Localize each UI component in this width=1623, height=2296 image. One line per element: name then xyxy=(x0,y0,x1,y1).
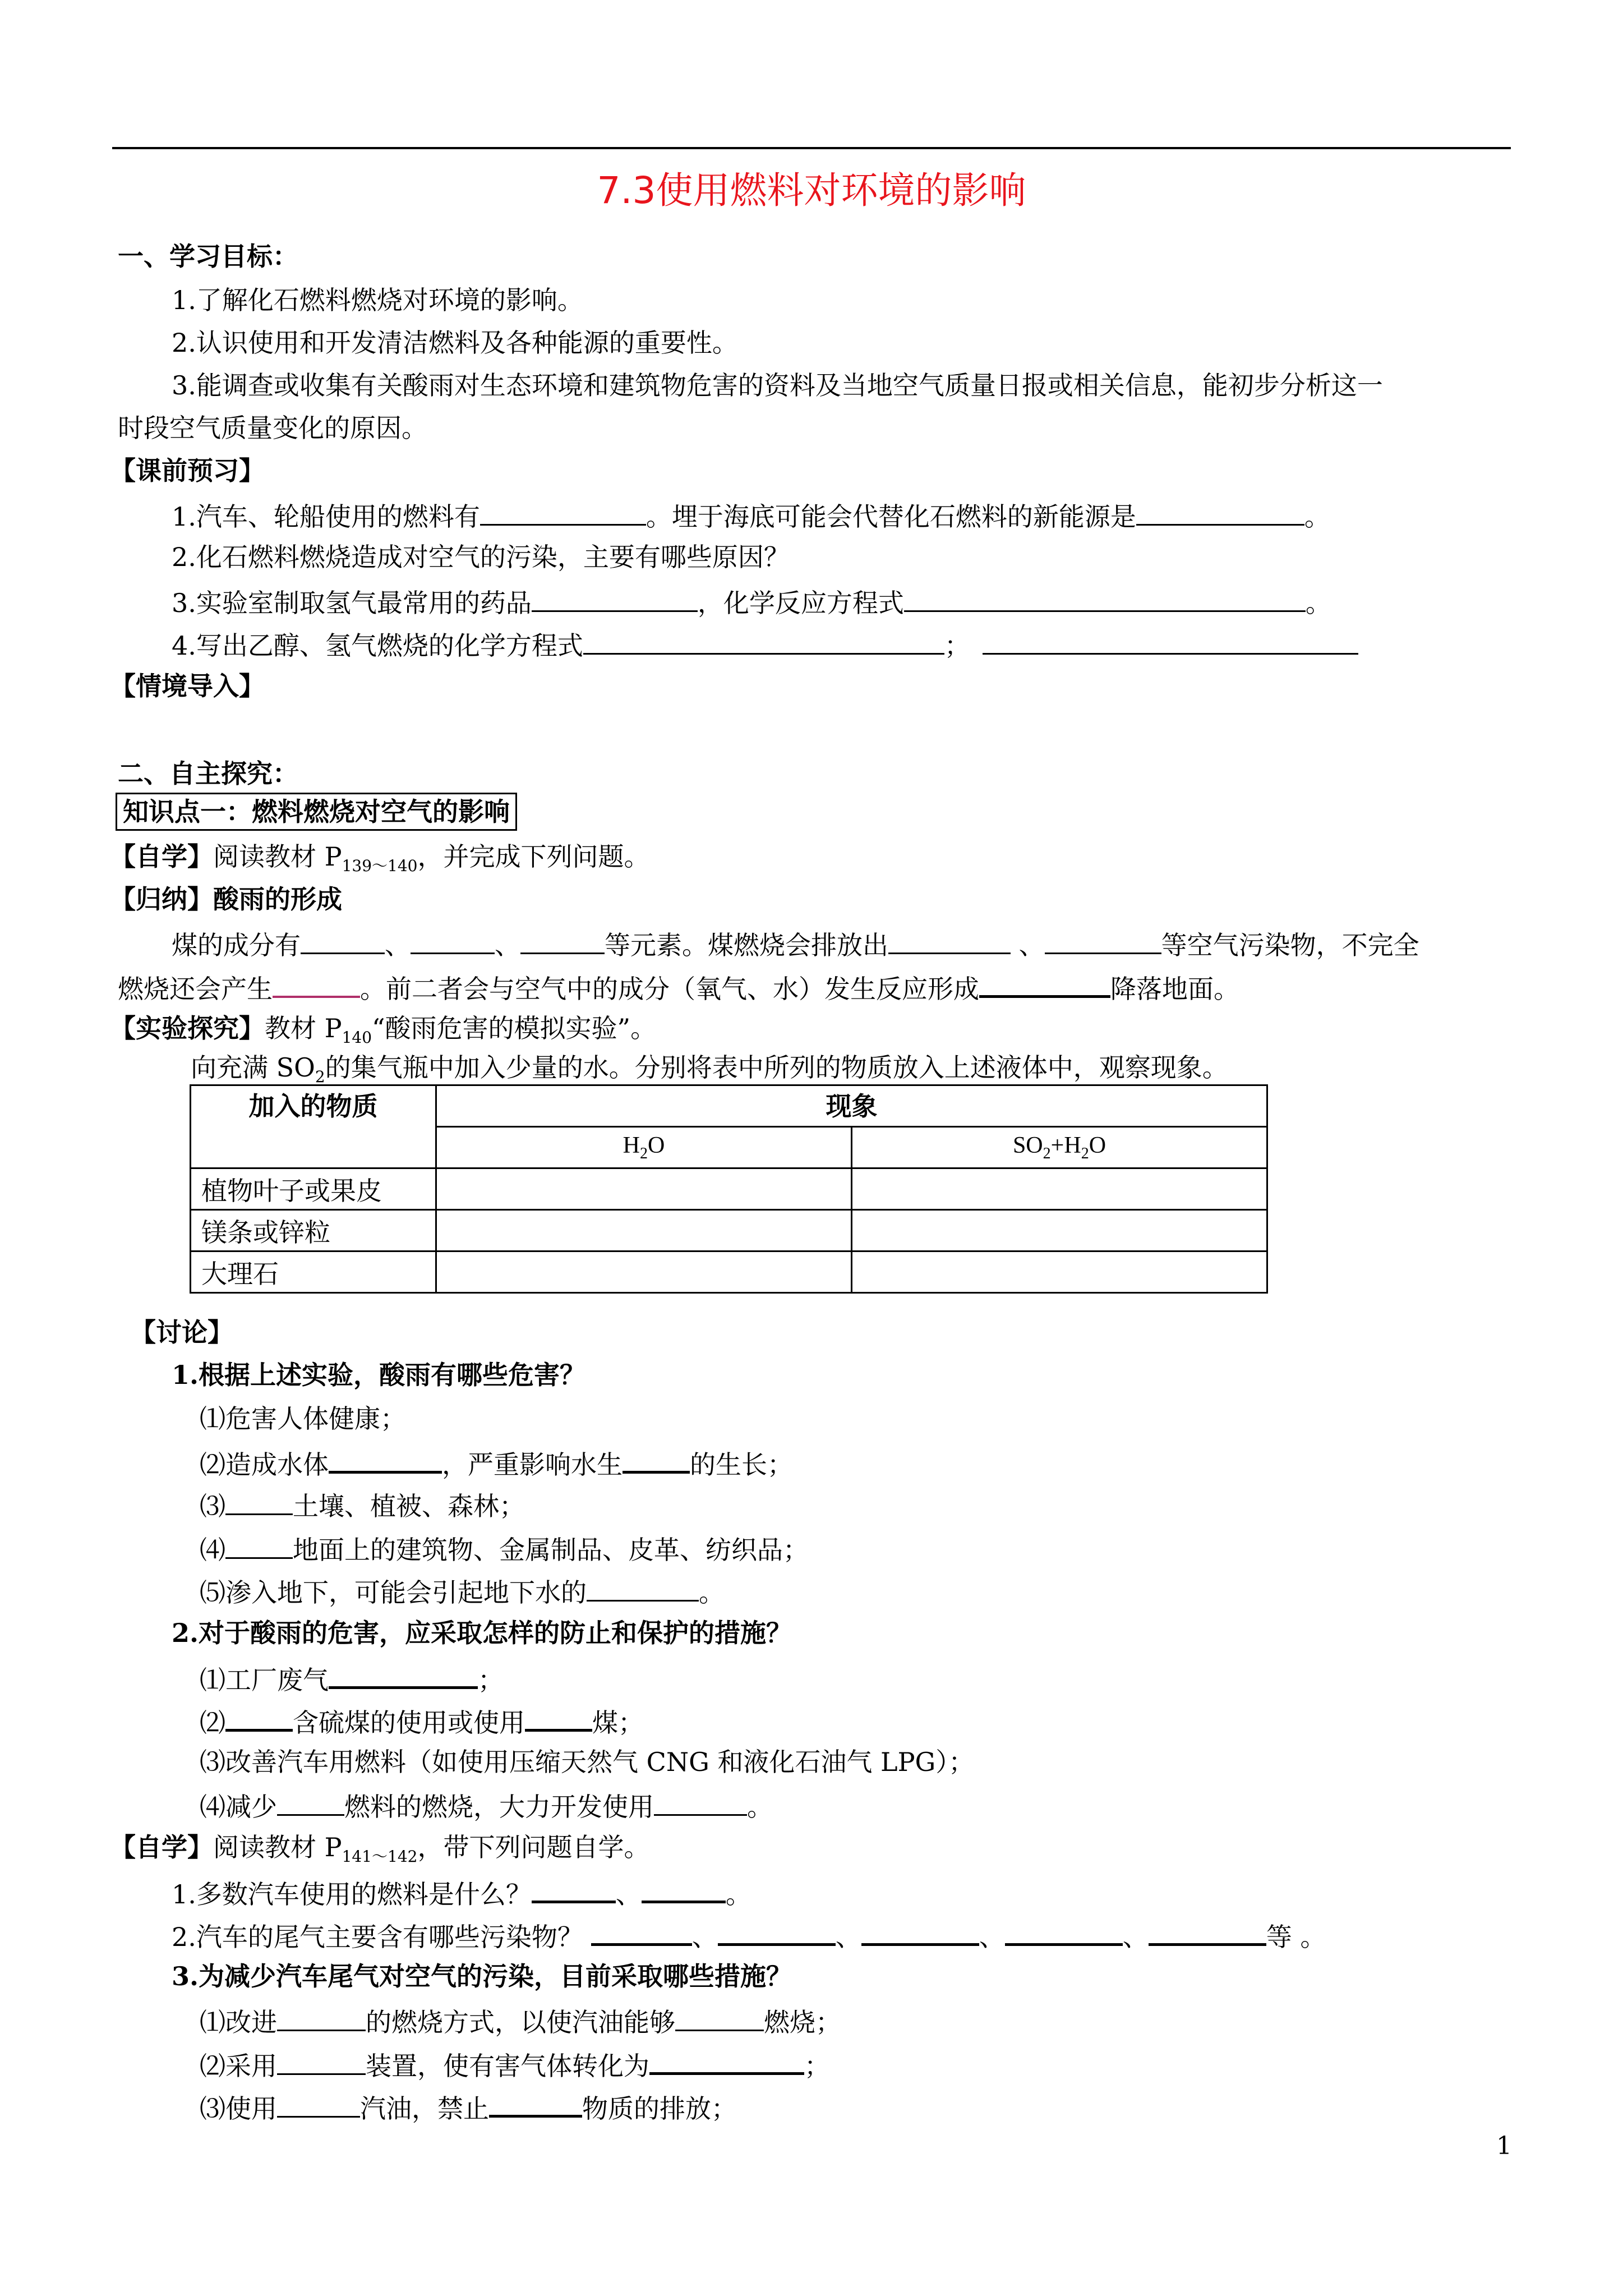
text: 煤的成分有 xyxy=(172,930,301,960)
text: ⑷减少 xyxy=(200,1792,277,1822)
answer-blank[interactable] xyxy=(979,966,1110,998)
discussion-item xyxy=(200,1571,725,1612)
text: +H xyxy=(1050,1133,1081,1158)
answer-blank[interactable] xyxy=(225,1484,293,1515)
answer-blank[interactable] xyxy=(983,624,1358,655)
tag: 【归纳】 xyxy=(110,884,213,914)
text: ⑴改进 xyxy=(200,2007,277,2037)
text: 、 xyxy=(1011,930,1045,960)
question-text: ，化学反应方程式 xyxy=(697,588,904,618)
text: 燃烧还会产生 xyxy=(118,974,273,1004)
answer-blank[interactable] xyxy=(642,1871,726,1903)
car-measure xyxy=(200,2086,737,2128)
answer-blank[interactable] xyxy=(277,1785,344,1816)
discussion-item xyxy=(200,1442,793,1484)
intro-heading: 【情境导入】 xyxy=(110,671,265,701)
text: ，带下列问题自学。 xyxy=(417,1832,650,1862)
answer-blank[interactable] xyxy=(1136,495,1304,526)
discussion-heading: 【讨论】 xyxy=(130,1317,233,1347)
table-cell-answer[interactable] xyxy=(436,1210,852,1251)
table-row xyxy=(191,1210,1267,1251)
text: 、 xyxy=(691,1922,718,1952)
subscript: 2 xyxy=(1043,1145,1051,1162)
table-header-substance: 加入的物质 xyxy=(191,1085,436,1168)
summary-acid-rain xyxy=(110,880,342,919)
answer-blank[interactable] xyxy=(888,923,1011,954)
text: 教材 P xyxy=(265,1013,342,1043)
text: 。 xyxy=(747,1792,773,1822)
answer-blank[interactable] xyxy=(591,1914,692,1946)
self-study-1 xyxy=(110,837,649,886)
text: 、 xyxy=(979,1922,1005,1952)
preview-question-1 xyxy=(172,495,1330,536)
text: 物质的排放； xyxy=(582,2093,737,2124)
page-title: 7.3使用燃料对环境的影响 xyxy=(597,169,1026,212)
question-text: 。 xyxy=(1304,501,1330,532)
text: SO xyxy=(1012,1133,1043,1158)
discussion-item xyxy=(200,1528,809,1570)
text: 降落地面。 xyxy=(1110,974,1239,1004)
answer-blank[interactable] xyxy=(525,1700,592,1732)
section-heading-goals: 一、学习目标： xyxy=(118,241,298,272)
answer-blank[interactable] xyxy=(532,581,698,612)
text: 。前二者会与空气中的成分（氧气、水）发生反应形成 xyxy=(360,974,979,1004)
answer-blank[interactable] xyxy=(532,1871,616,1903)
text: 等元素。煤燃烧会排放出 xyxy=(605,930,888,960)
text: ⑶ xyxy=(200,1491,225,1521)
text: 土壤、植被、森林； xyxy=(293,1491,525,1521)
text: 、 xyxy=(615,1879,642,1910)
subscript: 2 xyxy=(640,1145,648,1162)
text: 、 xyxy=(385,930,411,960)
table-row xyxy=(191,1168,1267,1210)
text: 等空气污染物，不完全 xyxy=(1161,930,1419,960)
answer-blank[interactable] xyxy=(411,923,495,954)
answer-blank[interactable] xyxy=(329,1657,478,1689)
text: 燃烧； xyxy=(764,2007,841,2037)
subscript: 2 xyxy=(1081,1145,1089,1162)
text: H xyxy=(623,1133,640,1158)
text: ⑵ xyxy=(200,1708,225,1738)
text: 汽油，禁止 xyxy=(360,2093,489,2124)
answer-blank[interactable] xyxy=(649,2043,804,2075)
goal-item-continued: 时段空气质量变化的原因。 xyxy=(118,413,427,443)
text: 含硫煤的使用或使用 xyxy=(293,1708,525,1738)
table-row xyxy=(191,1251,1267,1293)
text: 1.多数汽车使用的燃料是什么？ xyxy=(172,1879,532,1910)
header-rule xyxy=(112,147,1511,149)
answer-blank[interactable] xyxy=(480,495,646,526)
text: ⑵采用 xyxy=(200,2051,277,2081)
table-cell-substance: 植物叶子或果皮 xyxy=(191,1168,436,1210)
car-measure xyxy=(200,2000,841,2042)
experiment-table xyxy=(190,1084,1268,1294)
preview-question-4 xyxy=(172,624,1358,665)
preview-question-2: 2.化石燃料燃烧造成对空气的污染，主要有哪些原因？ xyxy=(172,542,790,572)
table-cell-answer[interactable] xyxy=(852,1251,1267,1293)
coal-line-1 xyxy=(172,923,1419,965)
table-cell-answer[interactable] xyxy=(852,1168,1267,1210)
text: 2.汽车的尾气主要含有哪些污染物？ xyxy=(172,1922,583,1952)
answer-blank[interactable] xyxy=(329,1442,442,1474)
answer-blank[interactable] xyxy=(225,1700,293,1732)
page-number-sub: 140 xyxy=(342,1028,372,1047)
car-question-1 xyxy=(172,1871,751,1914)
answer-blank[interactable] xyxy=(583,624,944,655)
answer-blank[interactable] xyxy=(277,2087,360,2118)
text: “酸雨危害的模拟实验”。 xyxy=(372,1013,657,1043)
tag: 【实验探究】 xyxy=(110,1013,265,1043)
text: O xyxy=(1089,1133,1106,1158)
tag: 【自学】 xyxy=(110,1832,213,1862)
discussion-question-1: 1.根据上述实验，酸雨有哪些危害？ xyxy=(172,1360,586,1390)
answer-blank[interactable] xyxy=(861,1914,979,1946)
coal-line-2 xyxy=(118,966,1239,1009)
table-cell-answer[interactable] xyxy=(436,1168,852,1210)
question-text: 3.实验室制取氢气最常用的药品 xyxy=(172,588,532,618)
protection-item xyxy=(200,1700,644,1742)
preview-question-3 xyxy=(172,581,1331,623)
answer-blank[interactable] xyxy=(904,581,1306,612)
answer-blank[interactable] xyxy=(587,1571,699,1602)
knowledge-point-box: 知识点一：燃料燃烧对空气的影响 xyxy=(116,793,517,831)
text: ⑶使用 xyxy=(200,2093,277,2124)
table-cell-answer[interactable] xyxy=(852,1210,1267,1251)
discussion-item xyxy=(200,1484,525,1526)
answer-blank[interactable] xyxy=(1045,923,1161,954)
text: ； xyxy=(804,2051,830,2081)
text: 煤； xyxy=(592,1708,644,1738)
text: 、 xyxy=(835,1922,861,1952)
goal-item: 2.认识使用和开发清洁燃料及各种能源的重要性。 xyxy=(172,328,738,358)
text: 等 。 xyxy=(1266,1922,1326,1952)
answer-blank[interactable] xyxy=(225,1528,293,1559)
text: 地面上的建筑物、金属制品、皮革、纺织品； xyxy=(293,1535,809,1565)
text: ⑵造成水体 xyxy=(200,1450,329,1480)
car-question-3: 3.为减少汽车尾气对空气的污染，目前采取哪些措施？ xyxy=(172,1961,792,1991)
question-text: 4.写出乙醇、氢气燃烧的化学方程式 xyxy=(172,631,583,661)
discussion-question-2: 2.对于酸雨的危害，应采取怎样的防止和保护的措施？ xyxy=(172,1618,792,1648)
preview-heading: 【课前预习】 xyxy=(110,455,265,486)
page-range: 139～140 xyxy=(342,857,418,875)
text: 、 xyxy=(1122,1922,1149,1952)
subscript: 2 xyxy=(315,1068,325,1086)
answer-blank[interactable] xyxy=(1149,1914,1266,1946)
text: 阅读教材 P xyxy=(213,841,342,872)
goal-item: 1.了解化石燃料燃烧对环境的影响。 xyxy=(172,285,583,315)
answer-blank[interactable] xyxy=(301,923,385,954)
text: 、 xyxy=(495,930,520,960)
text: 装置，使有害气体转化为 xyxy=(366,2051,649,2081)
text: 的集气瓶中加入少量的水。分别将表中所列的物质放入上述液体中，观察现象。 xyxy=(325,1052,1228,1083)
tag: 【自学】 xyxy=(110,841,213,872)
answer-blank[interactable] xyxy=(654,1785,747,1816)
answer-blank[interactable] xyxy=(718,1914,836,1946)
text: ⑷ xyxy=(200,1535,225,1565)
text: ，严重影响水生 xyxy=(442,1450,623,1480)
section-heading-explore: 二、自主探究： xyxy=(118,758,298,789)
answer-blank[interactable] xyxy=(520,923,605,954)
question-text: 。 xyxy=(1305,588,1331,618)
text: ； xyxy=(478,1665,504,1695)
answer-blank[interactable] xyxy=(277,2000,366,2031)
table-cell-substance: 镁条或锌粒 xyxy=(191,1210,436,1251)
text: O xyxy=(648,1133,665,1158)
text: 向充满 SO xyxy=(191,1052,315,1083)
car-measure xyxy=(200,2043,830,2086)
text: ⑸渗入地下，可能会引起地下水的 xyxy=(200,1577,587,1608)
knowledge-point-1 xyxy=(116,792,517,831)
page-range: 141～142 xyxy=(342,1847,418,1866)
protection-item xyxy=(200,1657,504,1700)
page-number: 1 xyxy=(1496,2132,1512,2160)
table-header-phenomenon: 现象 xyxy=(436,1085,1267,1127)
table-cell-answer[interactable] xyxy=(436,1251,852,1293)
answer-blank[interactable] xyxy=(675,2000,764,2031)
answer-blank[interactable] xyxy=(273,967,360,998)
answer-blank[interactable] xyxy=(489,2086,582,2118)
answer-blank[interactable] xyxy=(277,2044,366,2075)
question-text: 1.汽车、轮船使用的燃料有 xyxy=(172,501,480,532)
table-cell-substance: 大理石 xyxy=(191,1251,436,1293)
goal-item: 3.能调查或收集有关酸雨对生态环境和建筑物危害的资料及当地空气质量日报或相关信息，能初步分析这一 xyxy=(172,370,1383,401)
question-text: 。埋于海底可能会代替化石燃料的新能源是 xyxy=(645,501,1136,532)
self-study-2 xyxy=(110,1828,649,1876)
table-subheader-h2o xyxy=(436,1127,852,1168)
text: ，并完成下列问题。 xyxy=(417,841,650,872)
question-text: ； xyxy=(944,631,970,661)
text: 的燃烧方式，以使汽油能够 xyxy=(366,2007,675,2037)
answer-blank[interactable] xyxy=(1005,1914,1123,1946)
text: ⑴工厂废气 xyxy=(200,1665,329,1695)
answer-blank[interactable] xyxy=(623,1442,690,1474)
car-question-2 xyxy=(172,1914,1326,1957)
protection-item xyxy=(200,1785,773,1826)
text: 阅读教材 P xyxy=(213,1832,342,1862)
text: 酸雨的形成 xyxy=(213,884,342,914)
text: 燃料的燃烧，大力开发使用 xyxy=(344,1792,654,1822)
text: 。 xyxy=(699,1577,725,1608)
text: 。 xyxy=(725,1879,751,1910)
protection-item: ⑶改善汽车用燃料（如使用压缩天然气 CNG 和液化石油气 LPG）； xyxy=(200,1747,975,1777)
table-subheader-so2-h2o xyxy=(852,1127,1267,1168)
discussion-item: ⑴危害人体健康； xyxy=(200,1404,406,1434)
text: 的生长； xyxy=(690,1450,793,1480)
